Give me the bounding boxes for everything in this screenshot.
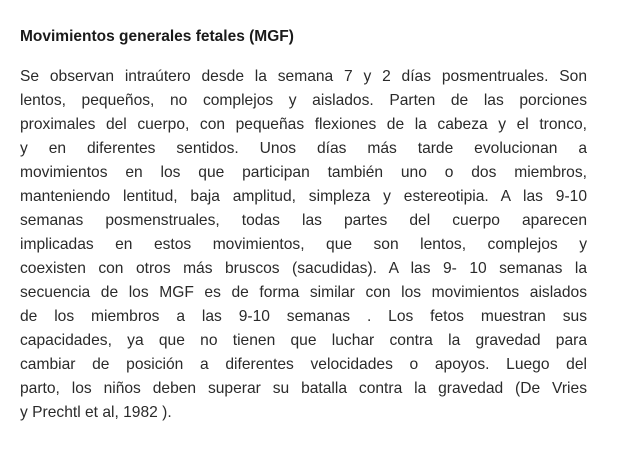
paragraph-line: capacidades, ya que no tienen que luchar contra la gravedad para <box>20 332 587 349</box>
body-paragraph <box>20 65 587 425</box>
paragraph-line: parto, los niños deben superar su batalla contra la gravedad (De Vries <box>20 380 587 397</box>
paragraph-line: secuencia de los MGF es de forma similar con los movimientos aislados <box>20 284 587 301</box>
paragraph-line: lentos, pequeños, no complejos y aislados. Parten de las porciones <box>20 92 587 109</box>
paragraph-line: manteniendo lentitud, baja amplitud, simpleza y estereotipia. A las 9-10 <box>20 188 587 205</box>
document-page <box>20 26 587 425</box>
paragraph-line: implicadas en estos movimientos, que son lentos, complejos y <box>20 236 587 253</box>
paragraph-line: y Prechtl et al, 1982 ). <box>20 404 172 421</box>
paragraph-line: cambiar de posición a diferentes velocidades o apoyos. Luego del <box>20 356 587 373</box>
paragraph-line: semanas posmenstruales, todas las partes del cuerpo aparecen <box>20 212 587 229</box>
paragraph-line: proximales del cuerpo, con pequeñas flexiones de la cabeza y el tronco, <box>20 116 587 133</box>
paragraph-line: de los miembros a las 9-10 semanas . Los fetos muestran sus <box>20 308 587 325</box>
paragraph-line: coexisten con otros más bruscos (sacudidas). A las 9- 10 semanas la <box>20 260 587 277</box>
paragraph-line: movimientos en los que participan también uno o dos miembros, <box>20 164 587 181</box>
paragraph-line: Se observan intraútero desde la semana 7 y 2 días posmentruales. Son <box>20 68 587 85</box>
paragraph-line: y en diferentes sentidos. Unos días más tarde evolucionan a <box>20 140 587 157</box>
section-heading: Movimientos generales fetales (MGF) <box>20 28 294 45</box>
